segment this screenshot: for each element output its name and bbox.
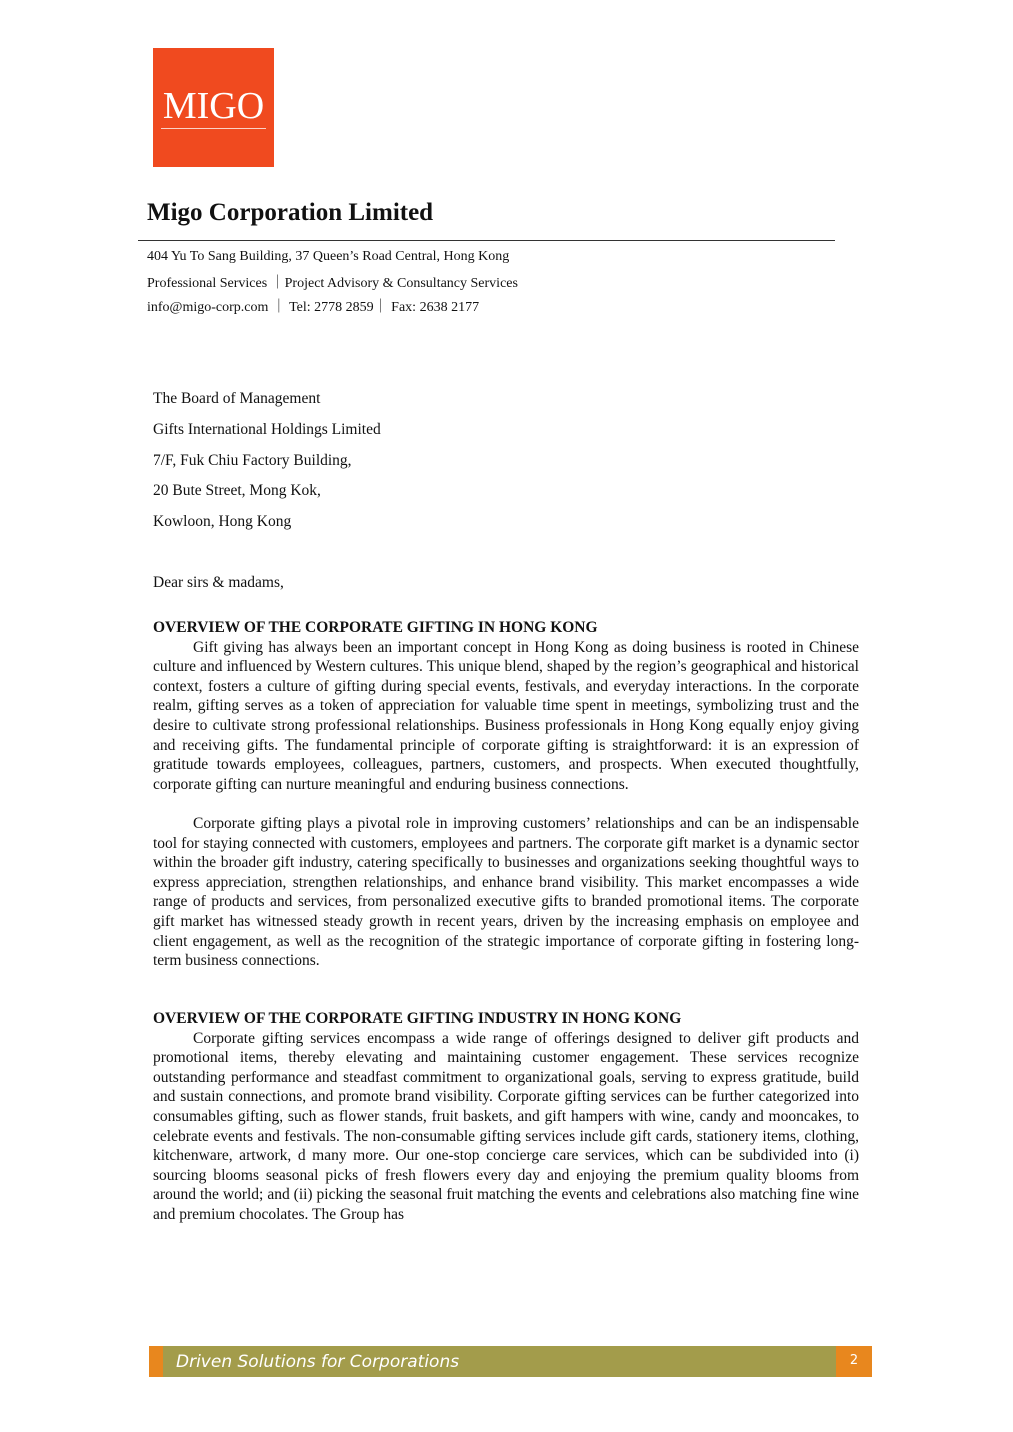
company-logo [153, 48, 274, 167]
body-paragraph: Gift giving has always been an important concept in Hong Kong as doing business is rooted in Chinese culture and influenced by Western cultures. This unique blend, shaped by the region’s geographical and historical context, fosters a culture of gifting during special events, festivals, and everyday interactions. In the corporate realm, gifting serves as a token of appreciation for valuable time spent in meetings, symbolizing trust and the desire to cultivate strong professional relationships. Business professionals in Hong Kong equally enjoy giving and receiving gifts. The fundamental principle of corporate gifting is straightforward: it is an expression of gratitude towards employees, colleagues, partners, customers, and prospects. When executed thoughtfully, corporate gifting can nurture meaningful and enduring business connections. [153, 638, 859, 793]
recipient-line: 20 Bute Street, Mong Kok, [153, 482, 321, 499]
company-contact: info@migo-corp.com ｜ Tel: 2778 2859｜ Fax: 2638 2177 [147, 300, 480, 315]
page-number-box [836, 1346, 872, 1377]
section-heading: OVERVIEW OF THE CORPORATE GIFTING INDUSTRY IN HONG KONG [153, 1010, 682, 1027]
recipient-line: Kowloon, Hong Kong [153, 513, 292, 530]
recipient-line: 7/F, Fuk Chiu Factory Building, [153, 452, 352, 469]
section-heading: OVERVIEW OF THE CORPORATE GIFTING IN HONG KONG [153, 619, 598, 636]
logo-text: MIGO [162, 85, 265, 127]
letterhead-divider [138, 240, 835, 241]
company-address: 404 Yu To Sang Building, 37 Queen’s Road Central, Hong Kong [147, 249, 510, 264]
section-overview-gifting [153, 618, 859, 971]
page-number: 2 [849, 1353, 859, 1368]
section-overview-industry [153, 1009, 859, 1225]
footer-accent [149, 1346, 163, 1377]
footer-tagline: Driven Solutions for Corporations [176, 1352, 460, 1372]
body-paragraph: Corporate gifting plays a pivotal role in improving customers’ relationships and can be an indispensable tool for staying connected with customers, employees and partners. The corporate gift market is a dynamic sector within the broader gift industry, catering specifically to businesses and organizations seeking thoughtful ways to express appreciation, strengthen relationships, and enhance brand visibility. This market encompasses a wide range of products and services, from personalized executive gifts to branded promotional items. The corporate gift market has witnessed steady growth in recent years, driven by the increasing emphasis on employee and client engagement, as well as the recognition of the strategic importance of corporate gifting in fostering long-term business connections. [153, 814, 859, 970]
company-name: Migo Corporation Limited [147, 199, 434, 226]
salutation: Dear sirs & madams, [153, 574, 284, 591]
company-services: Professional Services ｜Project Advisory & Consultancy Services [147, 276, 518, 291]
logo-underline [161, 128, 266, 129]
recipient-line: Gifts International Holdings Limited [153, 421, 381, 438]
recipient-line: The Board of Management [153, 390, 321, 407]
body-paragraph: Corporate gifting services encompass a wide range of offerings designed to deliver gift products and promotional items, thereby elevating and maintaining customer engagement. These services recognize outstanding performance and steadfast commitment to organizational goals, serving to express gratitude, build and sustain connections, and promote brand visibility. Corporate gifting services can be further categorized into consumables gifting, such as flower stands, fruit baskets, and gift hampers with wine, candy and mooncakes, to celebrate events and festivals. The non-consumable gifting services include gift cards, stationery items, clothing, kitchenware, artwork, d many more. Our one-stop concierge care services, which can be subdivided into (i) sourcing blooms seasonal picks of fresh flowers every day and enjoying the premium quality blooms from around the world; and (ii) picking the seasonal fruit matching the events and celebrations also matching fine wine and premium chocolates. The Group has [153, 1029, 859, 1223]
footer-bar [149, 1346, 872, 1377]
